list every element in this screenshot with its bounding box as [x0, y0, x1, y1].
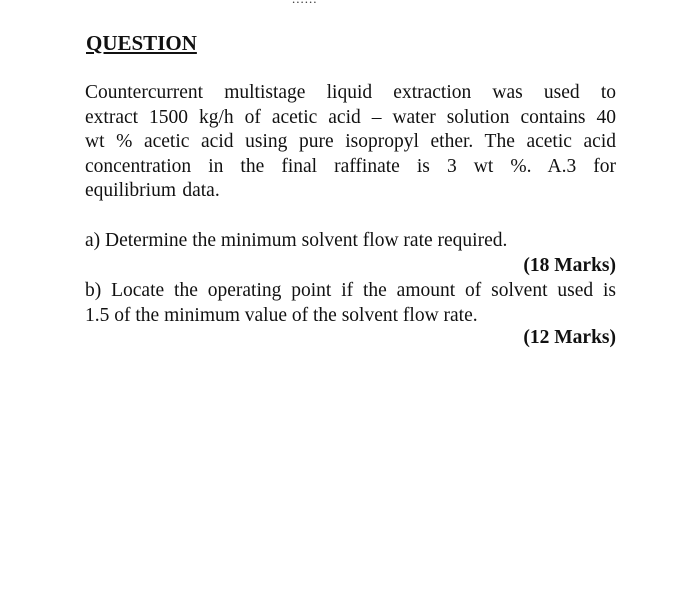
- question-heading: QUESTION: [86, 31, 197, 55]
- part-b-question: [85, 279, 616, 328]
- intro-line: equilibrium data.: [85, 180, 220, 201]
- intro-line: Countercurrent multistage liquid extraction was used to: [85, 82, 616, 103]
- intro-line: concentration in the final raffinate is 3 wt %. A.3 for: [85, 155, 616, 177]
- part-a-marks: (18 Marks): [523, 255, 616, 276]
- intro-line: wt % acetic acid using pure isopropyl ether. The acetic acid: [85, 131, 616, 152]
- cropped-header-fragment: [292, 0, 318, 7]
- part-a-question: [85, 229, 616, 254]
- intro-line: extract 1500 kg/h of acetic acid – water solution contains 40: [85, 106, 616, 128]
- part-b-line: b) Locate the operating point if the amount of solvent used is: [85, 280, 616, 301]
- part-a-text: a) Determine the minimum solvent flow rate required.: [85, 230, 508, 251]
- question-intro-paragraph: [85, 81, 616, 204]
- part-b-marks: (12 Marks): [523, 327, 616, 348]
- part-b-line: 1.5 of the minimum value of the solvent flow rate.: [85, 304, 478, 326]
